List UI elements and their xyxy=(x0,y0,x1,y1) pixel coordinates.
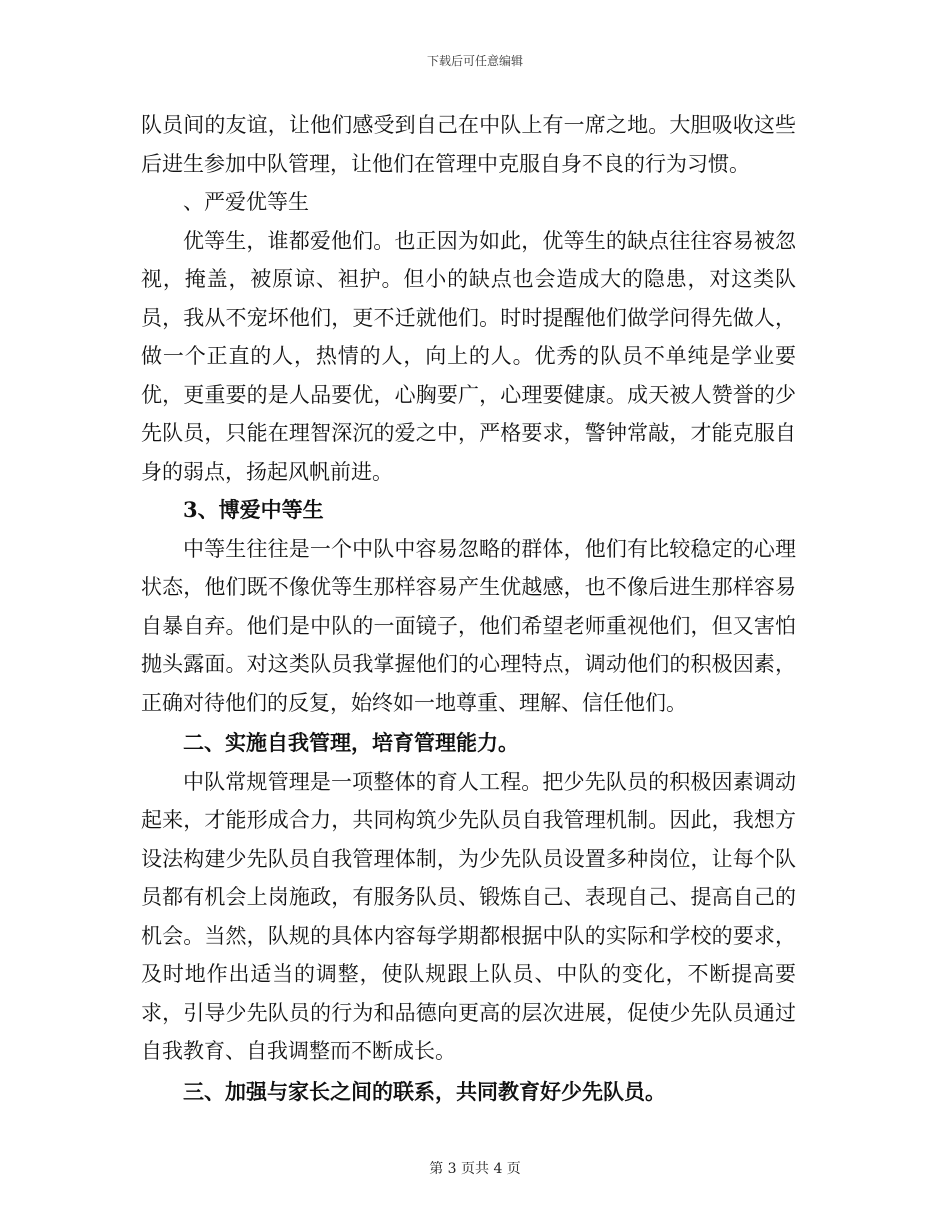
paragraph-middle-students: 中等生往往是一个中队中容易忽略的群体，他们有比较稳定的心理状态，他们既不像优等生那样容易产生优越感，也不像后进生那样容易自暴自弃。他们是中队的一面镜子，他们希望老师重视他们，但又害怕抛头露面。对这类队员我掌握他们的心理特点，调动他们的积极因素，正确对待他们的反复，始终如一地尊重、理解、信任他们。 xyxy=(141,536,796,715)
page-header: 下载后可任意编辑 xyxy=(426,54,523,68)
subheading-honor-students: 、严爱优等生 xyxy=(183,190,309,214)
document-body xyxy=(141,106,796,1111)
paragraph-self-management: 中队常规管理是一项整体的育人工程。把少先队员的积极因素调动起来，才能形成合力，共同构筑少先队员自我管理机制。因此，我想方设法构建少先队员自我管理体制，为少先队员设置多种岗位，让每个队员都有机会上岗施政，有服务队员、锻炼自己、表现自己、提高自己的机会。当然，队规的具体内容每学期都根据中队的实际和学校的要求，及时地作出适当的调整，使队规跟上队员、中队的变化，不断提高要求，引导少先队员的行为和品德向更高的层次进展，促使少先队员通过自我教育、自我调整而不断成长。 xyxy=(141,769,796,1063)
subheading-middle-students: 3、博爱中等生 xyxy=(183,497,324,522)
section-heading-parent-contact: 三、加强与家长之间的联系，共同教育好少先队员。 xyxy=(183,1078,666,1104)
section-heading-self-management: 二、实施自我管理，培育管理能力。 xyxy=(183,730,519,755)
page-footer: 第 3 页共 4 页 xyxy=(429,1161,521,1177)
paragraph-honor-students: 优等生，谁都爱他们。也正因为如此，优等生的缺点往往容易被忽视，掩盖，被原谅、袒护。但小的缺点也会造成大的隐患，对这类队员，我从不宠坏他们，更不迁就他们。时时提醒他们做学问得先做人，做一个正直的人，热情的人，向上的人。优秀的队员不单纯是学业要优，更重要的是人品要优，心胸要广，心理要健康。成天被人赞誉的少先队员，只能在理智深沉的爱之中，严格要求，警钟常敲，才能克服自身的弱点，扬起风帆前进。 xyxy=(141,228,796,484)
paragraph-continuation: 队员间的友谊，让他们感受到自己在中队上有一席之地。大胆吸收这些后进生参加中队管理，让他们在管理中克服自身不良的行为习惯。 xyxy=(141,113,796,176)
